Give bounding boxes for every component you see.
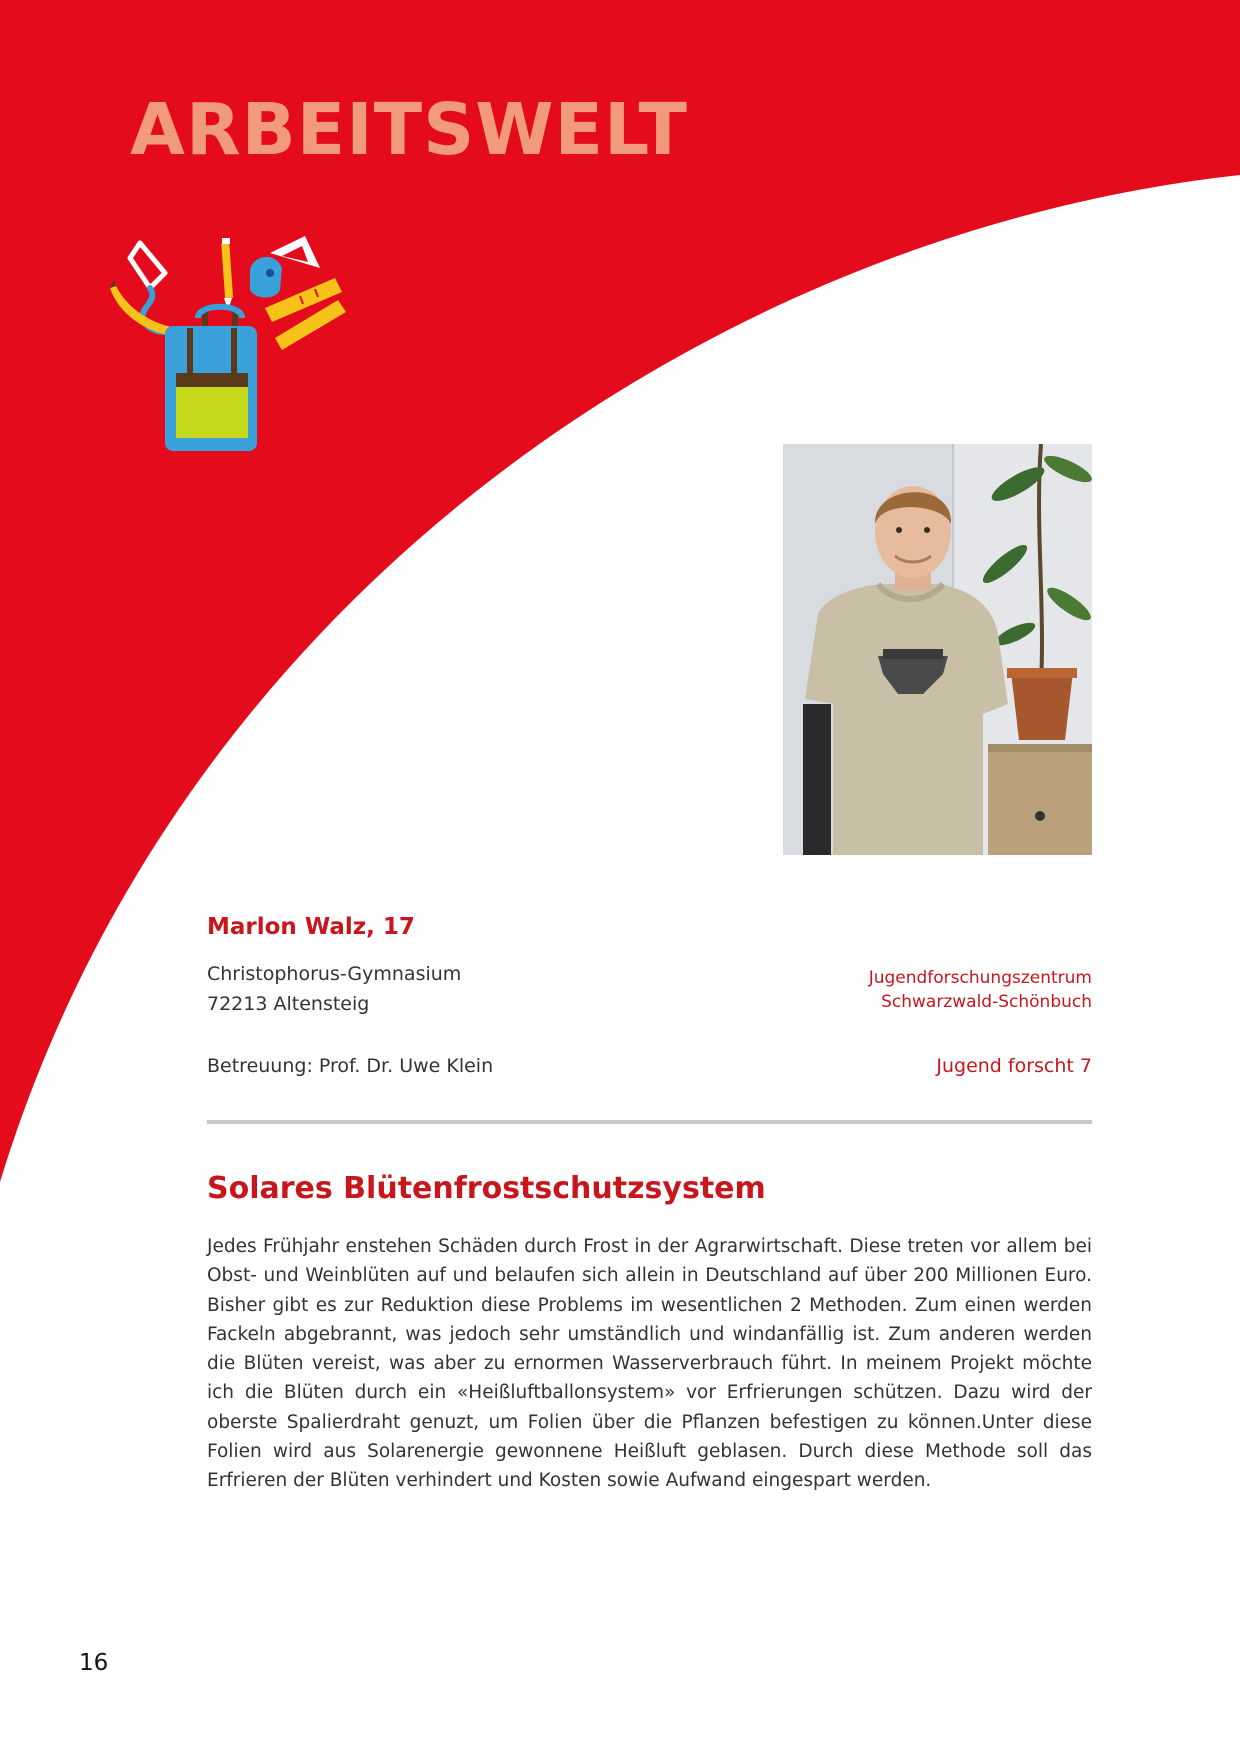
pencil-icon: [221, 238, 233, 310]
research-center-line1: Jugendforschungszentrum: [868, 968, 1092, 988]
competition-category: Jugend forscht 7: [936, 1055, 1092, 1077]
page-number: 16: [79, 1650, 109, 1676]
school-city: 72213 Altensteig: [207, 993, 370, 1015]
project-description: Jedes Frühjahr enstehen Schäden durch Frost in der Agrarwirtschaft. Diese treten vor allem bei Obst- und Weinblüten auf und belaufen sich allein in Deutschland auf über 200 Millionen Euro. Bisher gibt es zur Reduktion diese Problems im wesentlichen 2 Methoden. Zum einen werden Fackeln abgebrannt, was jedoch sehr umständlich und windanfällig ist. Zum anderen werden die Blüten vereist, was aber zu ernormen Wasserverbrauch führt. In meinem Projekt möchte ich die Blüten durch ein «Heißluftballonsystem» vor Erfrierungen schützen. Dazu wird der oberste Spalierdraht genuzt, um Folien über die Pflanzen befestigen zu können.Unter diese Folien wird aus Solarenergie gewonnene Heißluft geblasen. Durch diese Methode soll das Erfrieren der Blüten verhindert und Kosten sowie Aufwand eingespart werden.: [207, 1236, 1092, 1492]
computer-mouse-icon: [250, 257, 282, 298]
student-name: Marlon Walz, 17: [207, 914, 415, 940]
project-title: Solares Blütenfrostschutzsystem: [207, 1171, 766, 1206]
school-address: [207, 959, 461, 1019]
research-center-line2: Schwarzwald-Schönbuch: [881, 992, 1092, 1012]
research-center: [869, 966, 1092, 1014]
backpack-icon: [165, 306, 257, 451]
divider: [207, 1120, 1092, 1124]
student-portrait: [783, 444, 1092, 855]
section-title: ARBEITSWELT: [130, 88, 688, 171]
supervisor: Betreuung: Prof. Dr. Uwe Klein: [207, 1055, 494, 1077]
work-items-illustration: [110, 228, 390, 478]
school-name: Christophorus-Gymnasium: [207, 963, 462, 985]
